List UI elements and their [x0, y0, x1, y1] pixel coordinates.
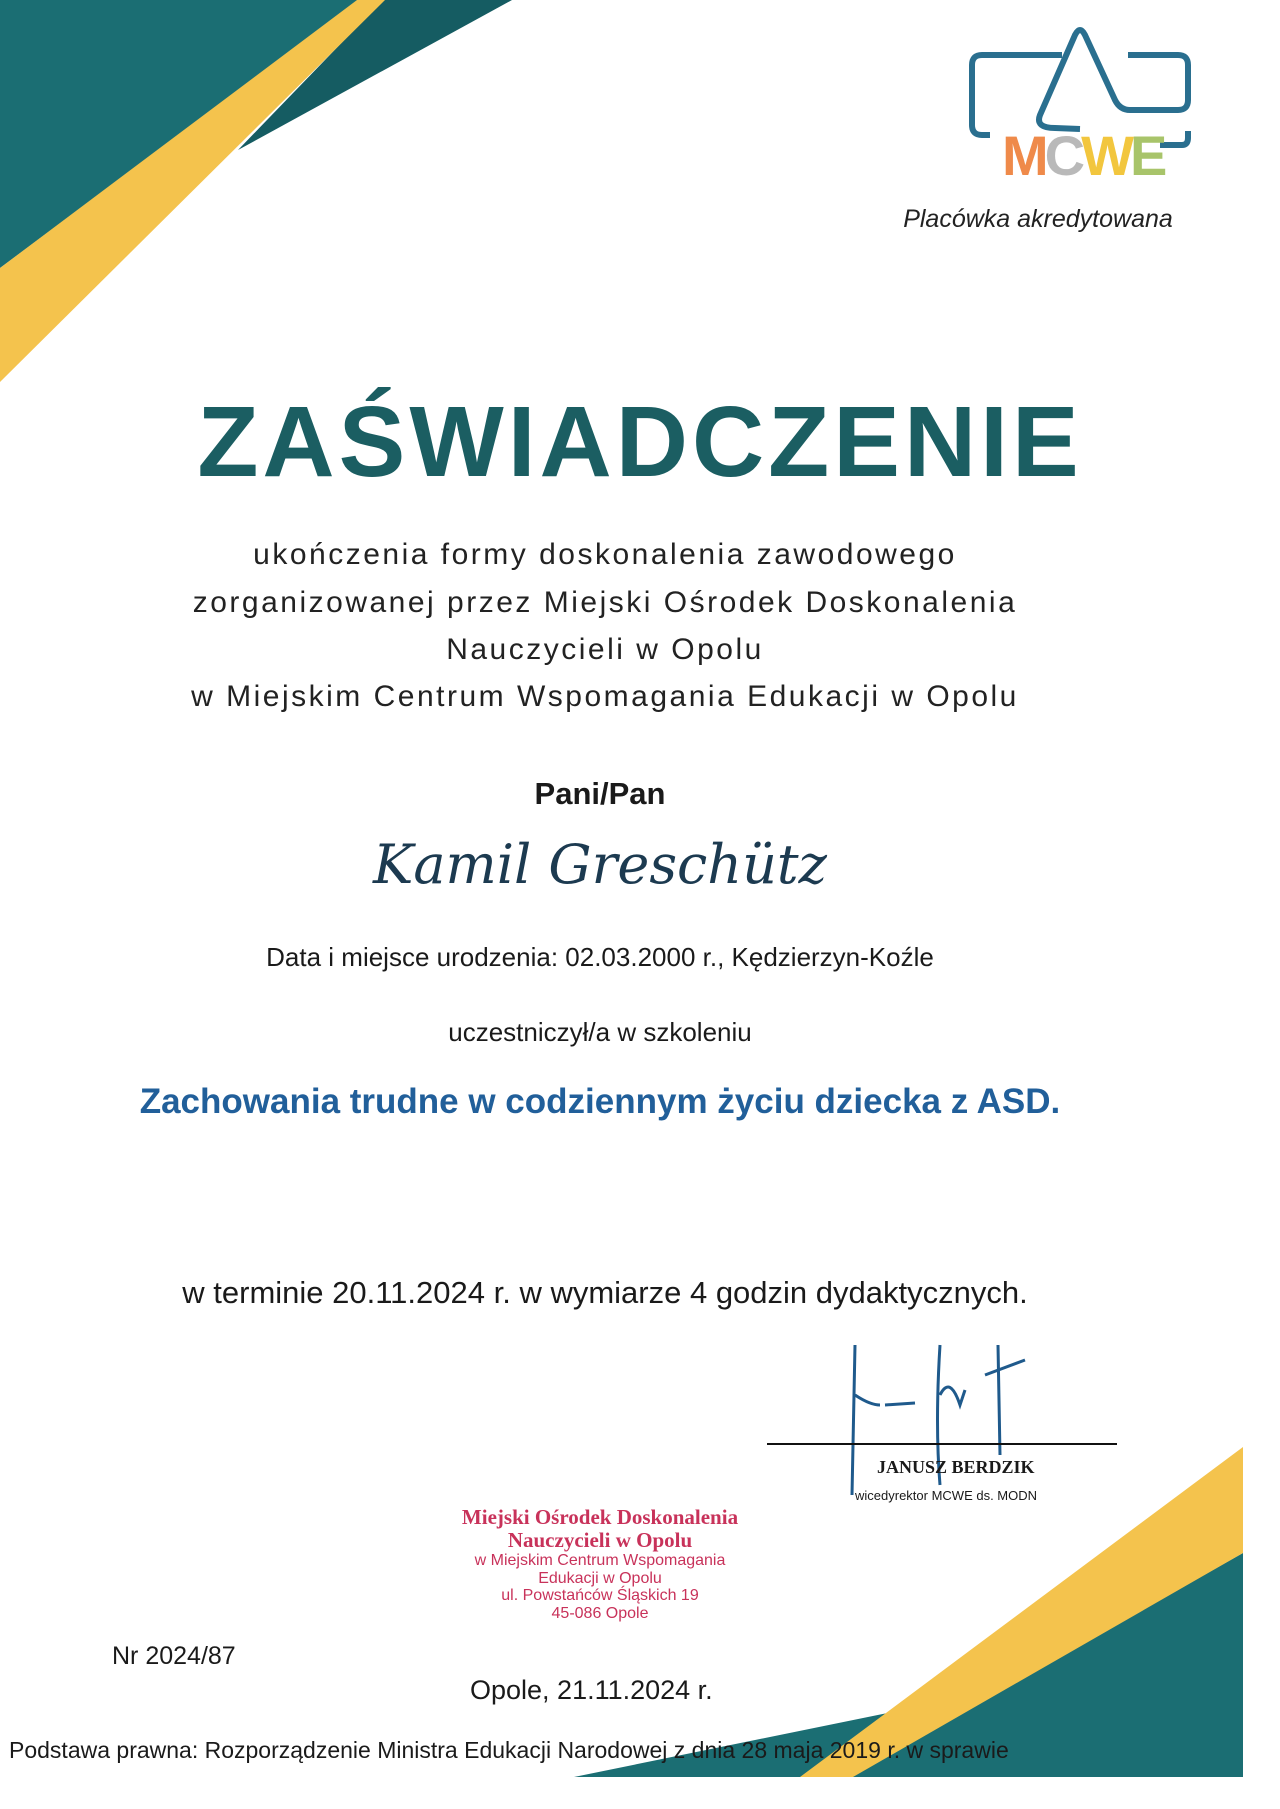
- signatory-role: wicedyrektor MCWE ds. MODN: [855, 1488, 1038, 1503]
- legal-basis: Podstawa prawna: Rozporządzenie Ministra Edukacji Narodowej z dnia 28 maja 2019 r. w sprawie: [9, 1737, 1009, 1763]
- stamp-line: ul. Powstańców Śląskich 19: [501, 1587, 699, 1605]
- stamp-line: Nauczycieli w Opolu: [507, 1528, 693, 1553]
- subtitle-line: w Miejskim Centrum Wspomagania Edukacji w Opolu: [191, 680, 1019, 713]
- participant-name: Kamil Greschütz: [372, 833, 828, 896]
- course-term: w terminie 20.11.2024 r. w wymiarze 4 godzin dydaktycznych.: [182, 1275, 1028, 1310]
- subtitle-line: Nauczycieli w Opolu: [446, 633, 764, 666]
- accreditation-label: Placówka akredytowana: [903, 205, 1173, 233]
- stamp-line: w Miejskim Centrum Wspomagania: [474, 1552, 726, 1570]
- subtitle-line: ukończenia formy doskonalenia zawodowego: [253, 538, 957, 571]
- handwritten-signature: [840, 1335, 1060, 1505]
- birth-info: Data i miejsce urodzenia: 02.03.2000 r., Kędzierzyn-Koźle: [266, 942, 934, 972]
- salutation: Pani/Pan: [534, 776, 666, 811]
- stamp-line: Miejski Ośrodek Doskonalenia: [461, 1505, 739, 1529]
- participation-text: uczestniczył/a w szkoleniu: [448, 1017, 752, 1047]
- stamp-line: 45-086 Opole: [551, 1604, 649, 1622]
- certificate-number: Nr 2024/87: [112, 1642, 236, 1670]
- subtitle-line: zorganizowanej przez Miejski Ośrodek Doskonalenia: [192, 586, 1018, 619]
- stamp-line: Edukacji w Opolu: [538, 1569, 662, 1587]
- course-title: Zachowania trudne w codziennym życiu dziecka z ASD.: [139, 1082, 1061, 1121]
- svg-text:MCWE: MCWE: [1002, 124, 1164, 187]
- signature-line: [767, 1443, 1117, 1445]
- signatory-name: JANUSZ BERDZIK: [877, 1457, 1035, 1477]
- certificate-title: ZAŚWIADCZENIE: [197, 386, 1083, 498]
- place-date: Opole, 21.11.2024 r.: [470, 1675, 713, 1705]
- mcwe-logo: [960, 25, 1200, 200]
- institution-stamp: [420, 1506, 780, 1623]
